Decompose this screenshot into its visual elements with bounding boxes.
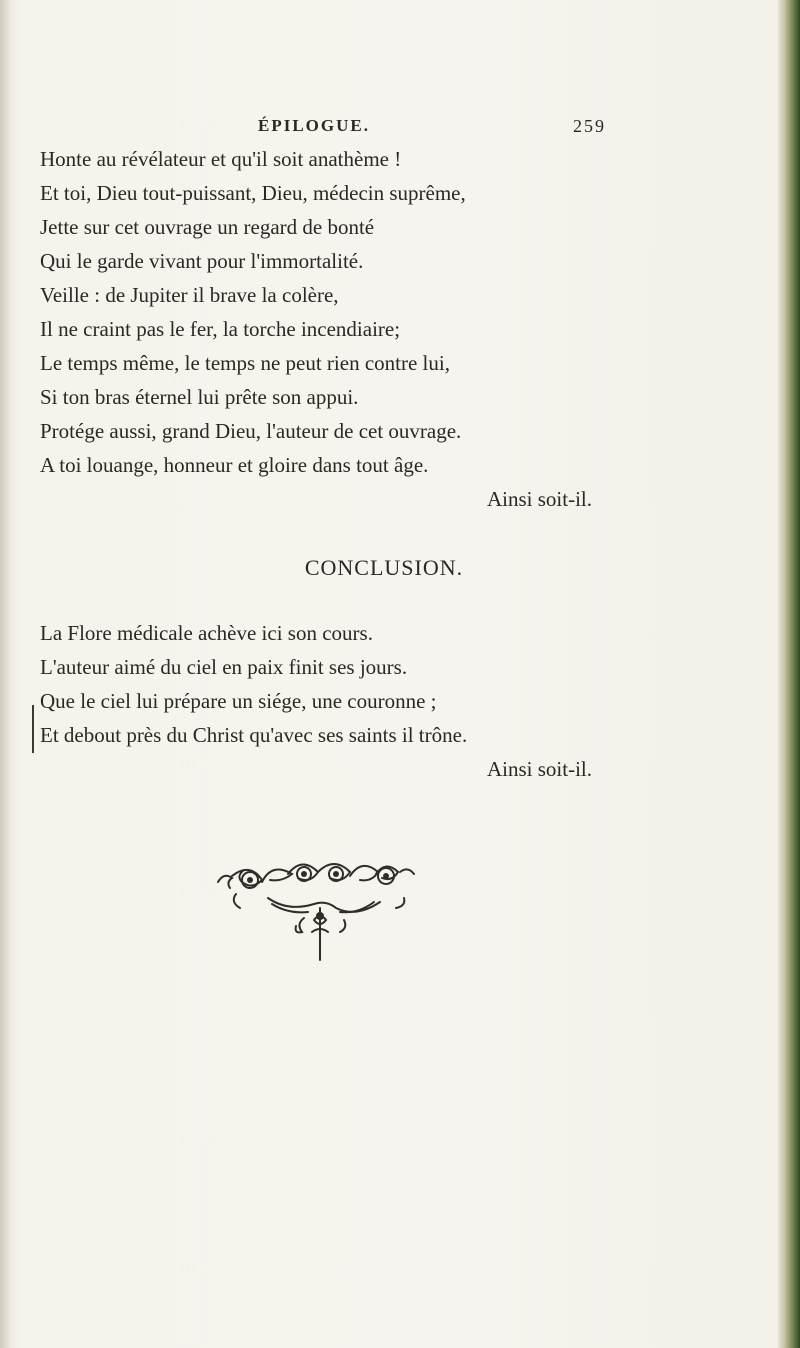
epilogue-closing: Ainsi soit-il. xyxy=(486,487,592,511)
epilogue-verse xyxy=(40,142,600,516)
header-title: ÉPILOGUE. xyxy=(258,116,370,135)
page-number: 259 xyxy=(573,116,606,136)
verse-line: Le temps même, le temps ne peut rien contre lui, xyxy=(40,351,450,375)
verse-line: Protége aussi, grand Dieu, l'auteur de cet ouvrage. xyxy=(40,419,462,443)
ornament-svg xyxy=(210,860,430,970)
verse-line: Veille : de Jupiter il brave la colère, xyxy=(40,283,339,307)
floral-tailpiece-ornament-icon xyxy=(210,860,430,970)
verse-line: A toi louange, honneur et gloire dans tout âge. xyxy=(40,453,429,477)
verse-line: Que le ciel lui prépare un siége, une couronne ; xyxy=(40,689,437,713)
verse-line: Si ton bras éternel lui prête son appui. xyxy=(40,385,359,409)
verse-line: La Flore médicale achève ici son cours. xyxy=(40,621,373,645)
conclusion-closing: Ainsi soit-il. xyxy=(486,757,592,781)
verse-line: Jette sur cet ouvrage un regard de bonté xyxy=(40,215,375,239)
binding-gutter-left xyxy=(0,0,10,1348)
conclusion-verse xyxy=(40,616,600,786)
verse-line: Et debout près du Christ qu'avec ses saints il trône. xyxy=(40,723,468,747)
page-edge-right xyxy=(778,0,800,1348)
conclusion-title: CONCLUSION. xyxy=(304,555,464,580)
verse-line: L'auteur aimé du ciel en paix finit ses jours. xyxy=(40,655,408,679)
verse-line: Honte au révélateur et qu'il soit anathème ! xyxy=(40,147,402,171)
running-head xyxy=(0,112,800,142)
verse-line: Qui le garde vivant pour l'immortalité. xyxy=(40,249,364,273)
margin-rule xyxy=(32,705,34,753)
verse-line: Il ne craint pas le fer, la torche incendiaire; xyxy=(40,317,401,341)
verse-line: Et toi, Dieu tout-puissant, Dieu, médecin suprême, xyxy=(40,181,466,205)
